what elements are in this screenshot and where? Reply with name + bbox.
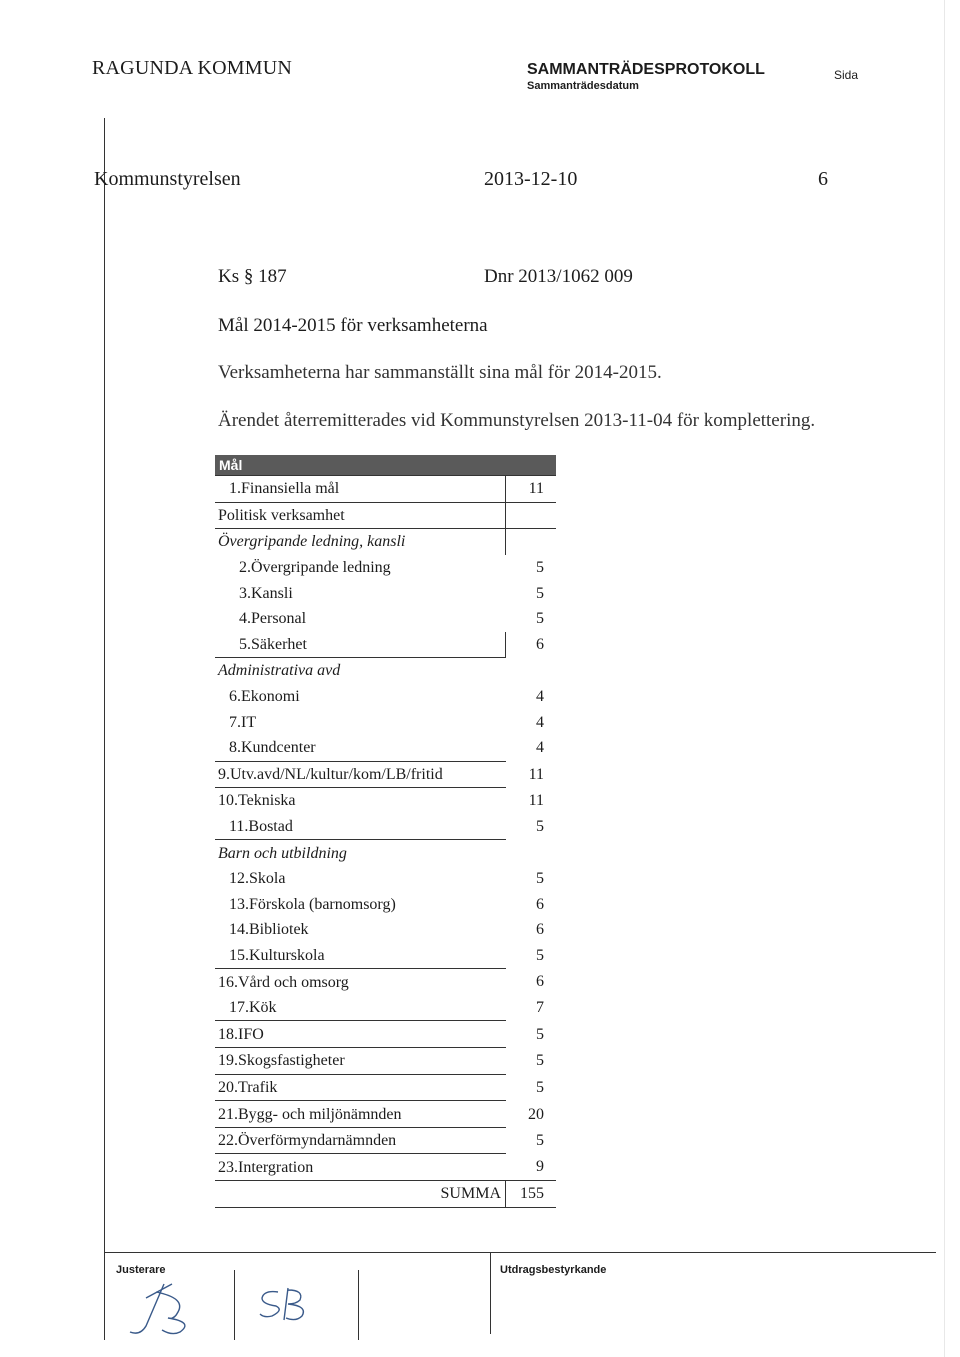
table-row-label: 4.Personal bbox=[239, 610, 307, 628]
table-row-value: 20 bbox=[528, 1105, 544, 1123]
goals-table bbox=[215, 455, 556, 1208]
meeting-date: 2013-12-10 bbox=[484, 168, 578, 190]
table-row-value: 5 bbox=[536, 1025, 544, 1043]
table-row-value: 4 bbox=[536, 739, 544, 757]
table-row-value: 5 bbox=[536, 870, 544, 888]
meeting-body: Kommunstyrelsen bbox=[94, 168, 241, 190]
table-row-label: 10.Tekniska bbox=[215, 788, 506, 814]
page-label: Sida bbox=[834, 68, 859, 82]
table-row-label: 11.Bostad bbox=[229, 818, 293, 836]
table-row-label: 1.Finansiella mål bbox=[215, 476, 506, 503]
table-section-label: Övergripande ledning, kansli bbox=[215, 529, 506, 555]
page-edge bbox=[944, 0, 945, 1357]
signature-divider bbox=[234, 1270, 235, 1340]
diary-number: Dnr 2013/1062 009 bbox=[484, 266, 633, 287]
table-row-value: 5 bbox=[536, 559, 544, 577]
table-row-label: 8.Kundcenter bbox=[229, 739, 316, 757]
table-row-value: 5 bbox=[536, 1078, 544, 1096]
table-row-value: 5 bbox=[536, 818, 544, 836]
signature-divider bbox=[358, 1270, 359, 1340]
table-row-label: 13.Förskola (barnomsorg) bbox=[229, 895, 396, 913]
table-row-value: 11 bbox=[506, 476, 557, 503]
document-subtitle: Sammanträdesdatum bbox=[527, 80, 639, 92]
table-row-label: 6.Ekonomi bbox=[229, 688, 300, 706]
document-title: SAMMANTRÄDESPROTOKOLL bbox=[527, 61, 765, 78]
table-row-label: 3.Kansli bbox=[239, 584, 293, 602]
table-row-value: 4 bbox=[536, 688, 544, 706]
table-row-value: 6 bbox=[536, 895, 544, 913]
table-row-value: 7 bbox=[536, 999, 544, 1017]
table-row-label: 9.Utv.avd/NL/kultur/kom/LB/fritid bbox=[215, 761, 506, 788]
table-row-label: 22.Överförmyndarnämnden bbox=[215, 1127, 506, 1154]
table-row-value bbox=[506, 658, 557, 684]
case-text-2: Ärendet återremitterades vid Kommunstyrelsen 2013-11-04 för komplettering. bbox=[218, 410, 816, 431]
table-row-value: 6 bbox=[536, 973, 544, 991]
table-row-label: 7.IT bbox=[229, 713, 257, 731]
table-row-value: 5 bbox=[536, 610, 544, 628]
signature-jb bbox=[116, 1278, 226, 1340]
table-row-label: 21.Bygg- och miljönämnden bbox=[215, 1101, 506, 1128]
table-row-value: 5 bbox=[536, 584, 544, 602]
table-row-value: 5 bbox=[536, 947, 544, 965]
extract-certification-label: Utdragsbestyrkande bbox=[500, 1264, 607, 1276]
paragraph-number: Ks § 187 bbox=[218, 266, 287, 287]
table-row-value bbox=[506, 529, 557, 555]
table-row-value: 4 bbox=[536, 713, 544, 731]
table-row-label: 16.Vård och omsorg bbox=[215, 969, 506, 995]
table-row-value: 6 bbox=[506, 632, 557, 658]
table-row-label: 5.Säkerhet bbox=[239, 635, 307, 653]
table-row-value: 6 bbox=[536, 921, 544, 939]
left-margin-rule bbox=[104, 118, 105, 1340]
table-row-value: 11 bbox=[528, 765, 544, 783]
signature-sb bbox=[244, 1278, 344, 1330]
case-subject: Mål 2014-2015 för verksamheterna bbox=[218, 315, 488, 336]
organization-name: RAGUNDA KOMMUN bbox=[92, 57, 293, 79]
table-row-label: Politisk verksamhet bbox=[215, 502, 506, 529]
table-row-value bbox=[506, 502, 557, 529]
table-row-label: 14.Bibliotek bbox=[229, 921, 309, 939]
table-row-label: 2.Övergripande ledning bbox=[239, 559, 391, 577]
table-row-label: 20.Trafik bbox=[215, 1074, 506, 1101]
table-row-value: 9 bbox=[536, 1158, 544, 1176]
footer-column-divider bbox=[490, 1252, 491, 1334]
table-row-label: 18.IFO bbox=[215, 1021, 506, 1048]
table-header: Mål bbox=[215, 455, 556, 476]
table-row-value: 5 bbox=[536, 1132, 544, 1150]
table-section-label: Barn och utbildning bbox=[215, 840, 506, 866]
page-number: 6 bbox=[818, 168, 828, 190]
table-section-label: Administrativa avd bbox=[215, 658, 506, 684]
table-row-label: 23.Intergration bbox=[215, 1154, 506, 1181]
sum-value: 155 bbox=[506, 1181, 557, 1208]
table-row-label: 19.Skogsfastigheter bbox=[215, 1048, 506, 1075]
table-row-label: 12.Skola bbox=[229, 870, 286, 888]
table-row-value: 5 bbox=[536, 1052, 544, 1070]
table-row-label: 15.Kulturskola bbox=[229, 946, 325, 964]
table-row-value: 11 bbox=[528, 792, 544, 810]
table-row-value bbox=[506, 840, 557, 866]
adjuster-label: Justerare bbox=[116, 1264, 166, 1276]
table-row-label: 17.Kök bbox=[229, 999, 277, 1017]
sum-label: SUMMA bbox=[215, 1181, 506, 1208]
case-text-1: Verksamheterna har sammanställt sina mål för 2014-2015. bbox=[218, 362, 662, 383]
footer-rule bbox=[104, 1252, 936, 1253]
